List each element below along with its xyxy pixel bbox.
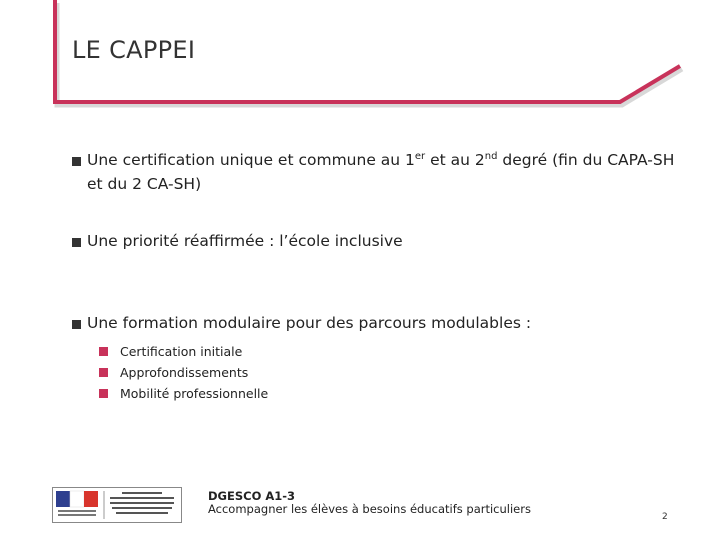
sub-bullet-item: Approfondissements (99, 362, 692, 383)
bullet-item: Une formation modulaire pour des parcours modulables : (72, 311, 692, 335)
bullet-square-icon (99, 347, 108, 356)
bullet-square-icon (72, 157, 81, 166)
bullet-item: Une priorité réaffirmée : l’école inclusive (72, 229, 692, 253)
footer-text (208, 490, 531, 516)
bullet-square-icon (72, 320, 81, 329)
sub-bullet-item: Mobilité professionnelle (99, 383, 692, 404)
bullet-item: Une certification unique et commune au 1er et au 2nd degré (fin du CAPA-SH et du 2 CA-SH) (72, 148, 692, 196)
sub-bullet-item: Certification initiale (99, 341, 692, 362)
bullet-list (72, 148, 692, 404)
footer-line-1: DGESCO A1-3 (208, 489, 296, 503)
bullet-square-icon (99, 389, 108, 398)
bullet-square-icon (72, 238, 81, 247)
slide-title: LE CAPPEI (72, 36, 196, 64)
bullet-square-icon (99, 368, 108, 377)
sub-bullet-list (72, 341, 692, 404)
page-number: 2 (662, 512, 668, 522)
ministry-logo-icon (52, 487, 182, 523)
footer-line-2: Accompagner les élèves à besoins éducatifs particuliers (208, 502, 531, 516)
